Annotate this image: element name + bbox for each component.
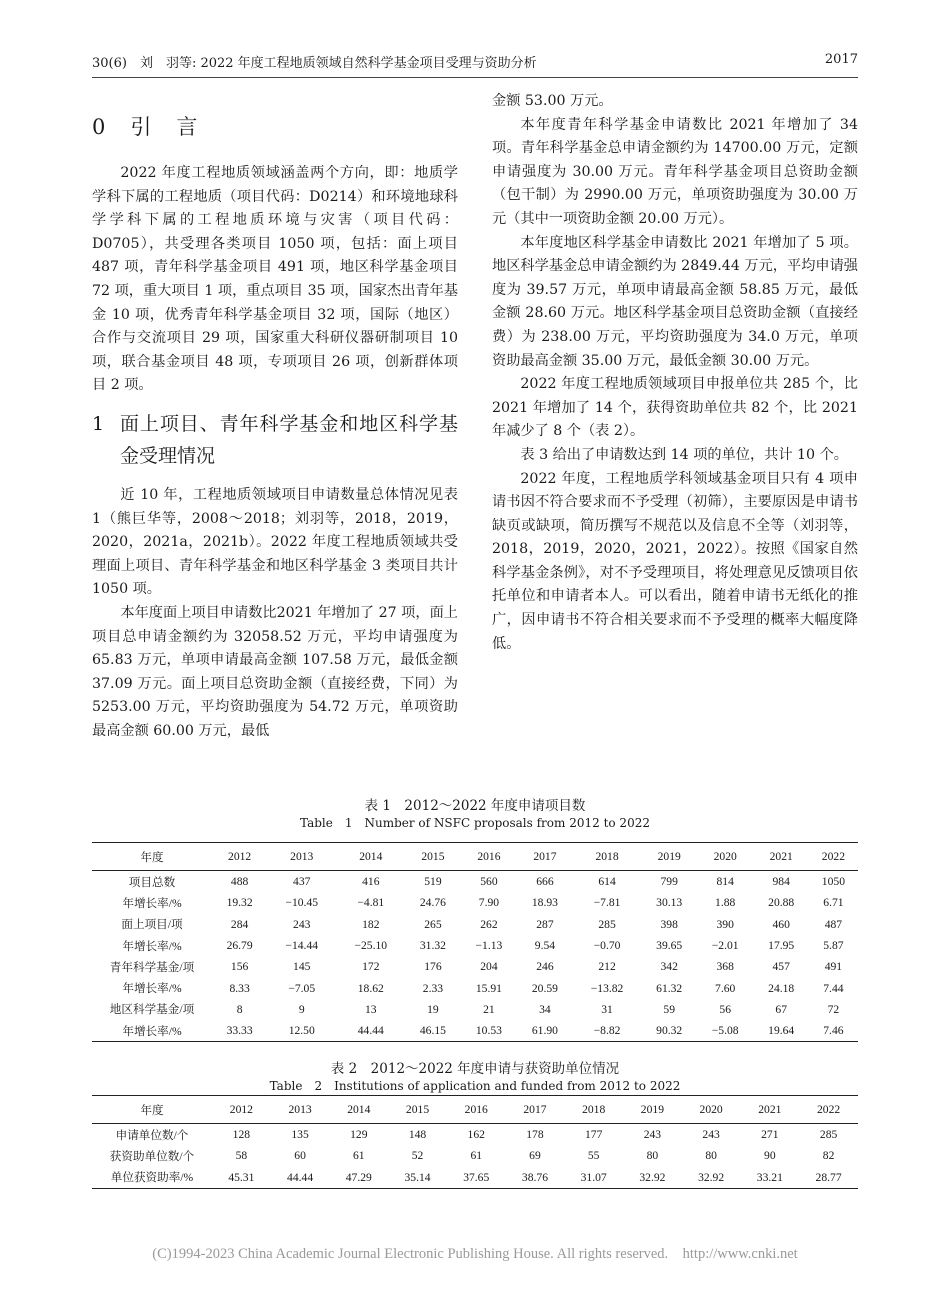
table-header-row — [92, 1096, 858, 1124]
table-row — [92, 1124, 858, 1146]
table-cell: 614 — [598, 875, 616, 889]
table-row — [92, 1020, 858, 1042]
table-header-year: 2015 — [405, 1103, 430, 1116]
table-cell: 212 — [598, 960, 616, 974]
left-column — [92, 112, 458, 743]
table-cell: 460 — [772, 917, 790, 931]
table-cell: 8 — [236, 1002, 243, 1016]
table-cell: 61 — [353, 1149, 365, 1163]
table-cell: −2.01 — [711, 939, 739, 953]
table-row — [92, 1145, 858, 1166]
table-cell: 437 — [293, 875, 311, 889]
table-header-year: 2012 — [228, 850, 252, 863]
table-row — [92, 914, 858, 935]
table-cell: 18.93 — [531, 896, 558, 910]
table-cell: 15.91 — [475, 981, 502, 995]
table-cell: 13 — [364, 1002, 377, 1016]
table-cell: 56 — [719, 1002, 731, 1016]
table-cell: 204 — [480, 960, 498, 974]
section-1-paragraph-2: 本年度面上项目申请数比2021 年增加了 27 项，面上项目总申请金额约为 32058.52 万元，平均申请强度为 65.83 万元，单项申请最高金额 107.58 万元，最低金额 37.09 万元。面上项目总资助金额（直接经费，下同）为 5253.00 万元，平均资助强度为 54.72 万元，单项资助最高金额 60.00 万元，最低 — [92, 604, 458, 739]
table-row-label: 面上项目/项 — [121, 918, 183, 932]
table-cell: 69 — [529, 1149, 541, 1163]
table-header-year: 2019 — [657, 850, 681, 863]
table-cell: 246 — [536, 960, 554, 974]
table-row-label: 申请单位数/个 — [115, 1128, 189, 1142]
table-cell: 560 — [480, 875, 498, 889]
table-cell: 265 — [424, 917, 442, 931]
table-cell: 1.88 — [715, 896, 736, 910]
table-cell: 243 — [643, 1128, 662, 1142]
table-cell: 28.77 — [815, 1170, 842, 1184]
table-cell: 666 — [536, 875, 554, 889]
table-cell: 128 — [232, 1128, 251, 1142]
table-cell: 59 — [663, 1002, 675, 1016]
table-row-label: 年增长率/% — [122, 896, 182, 910]
table-cell: 21 — [483, 1002, 495, 1016]
table-header-year: 2018 — [582, 1103, 606, 1116]
table-cell: 61.90 — [531, 1024, 558, 1038]
table-cell: 9 — [298, 1002, 305, 1016]
section-1-title: 面上项目、青年科学基金和地区科学基金受理情况 — [120, 412, 458, 467]
table-cell: 46.15 — [419, 1024, 446, 1038]
table-row — [92, 892, 858, 913]
table-cell: 32.92 — [639, 1170, 666, 1184]
table-cell: 34 — [539, 1002, 551, 1016]
table-cell: 148 — [408, 1128, 427, 1142]
table-header-label: 年度 — [140, 850, 164, 864]
table-cell: 243 — [702, 1128, 720, 1142]
table-cell: 80 — [705, 1149, 717, 1163]
running-header-title: 30(6) 刘 羽等: 2022 年度工程地质领域自然科学基金项目受理与资助分析 — [92, 56, 537, 71]
table-header-year: 2013 — [290, 850, 314, 863]
table-cell: 156 — [230, 960, 249, 974]
table-row-label: 项目总数 — [128, 875, 176, 889]
table-cell: 31.32 — [419, 939, 446, 953]
table-header-year: 2020 — [713, 850, 737, 863]
table-row — [92, 999, 858, 1020]
section-0-title: 0 引 言 — [92, 115, 200, 139]
right-paragraph-3: 2022 年度工程地质领域项目申报单位共 285 个，比 2021 年增加了 14 个，获得资助单位共 82 个，比 2021 年减少了 8 个（表 2）。 — [492, 376, 858, 440]
running-header — [92, 52, 858, 74]
table-cell: 5.87 — [823, 939, 844, 953]
table-header-year: 2022 — [821, 850, 845, 863]
table-row-label: 地区科学基金/项 — [109, 1003, 195, 1017]
table-header-label: 年度 — [140, 1103, 164, 1117]
table-cell: 8.33 — [229, 981, 250, 995]
table-cell: 44.44 — [287, 1170, 314, 1184]
table-row-label: 年增长率/% — [122, 982, 182, 996]
table-cell: 177 — [584, 1128, 603, 1142]
table-cell: 32.92 — [698, 1170, 725, 1184]
right-paragraph-0: 金额 53.00 万元。 — [492, 93, 613, 109]
table-cell: 20.59 — [531, 981, 558, 995]
table-cell: 284 — [230, 917, 249, 931]
table-row-label: 年增长率/% — [122, 1024, 182, 1038]
table-cell: 10.53 — [475, 1024, 502, 1038]
table-cell: 20.88 — [768, 896, 795, 910]
section-1-number: 1 — [92, 412, 105, 435]
table-cell: 45.31 — [228, 1170, 255, 1184]
table-row-label: 单位获资助率/% — [110, 1171, 194, 1185]
table-cell: 19 — [427, 1002, 439, 1016]
table-2-caption — [92, 1060, 858, 1094]
section-1-heading — [92, 408, 458, 472]
table-header-year: 2014 — [347, 1103, 371, 1116]
table-cell: −13.82 — [590, 981, 624, 995]
table-1-caption — [92, 797, 858, 831]
table-cell: 178 — [526, 1128, 544, 1142]
table-cell: −4.81 — [357, 896, 385, 910]
table-cell: 390 — [716, 917, 734, 931]
table-cell: 60 — [294, 1149, 306, 1163]
right-paragraph-1: 本年度青年科学基金申请数比 2021 年增加了 34 项。青年科学基金总申请金额约为 14700.00 万元，定额申请强度为 30.00 万元。青年科学基金项目总资助金额（包干制）为 2990.00 万元，单项资助强度为 30.00 万元（其中一项资助金额 20.00 万元）。 — [492, 116, 858, 227]
table-cell: 90 — [764, 1149, 776, 1163]
table-cell: 7.46 — [823, 1024, 844, 1038]
section-1-paragraph-1: 近 10 年，工程地质领域项目申请数量总体情况见表 1（熊巨华等，2008～2018；刘羽等，2018，2019，2020，2021a，2021b）。2022 年度工程地质领域共受理面上项目、青年科学基金和地区科学基金 3 类项目共计 1050 项。 — [92, 486, 458, 598]
table-cell: 52 — [411, 1149, 424, 1163]
section-0-paragraph: 2022 年度工程地质领域涵盖两个方向，即：地质学学科下属的工程地质（项目代码：D0214）和环境地球科学学科下属的工程地质环境与灾害（项目代码：D0705），共受理各类项目 1050 项，包括：面上项目 487 项，青年科学基金项目 491 项，地区科学基金项目 72 项，重大项目 1 项，重点项目 35 项，国家杰出青年基金 10 项，优秀青年科学基金项目 32 项，国际（地区）合作与交流项目 29 项，国家重大科研仪器研制项目 10 项，联合基金项目 48 项，专项项目 26 项，创新群体项目 2 项。 — [92, 165, 458, 394]
table-header-year: 2016 — [464, 1103, 488, 1116]
table-row — [92, 1167, 858, 1189]
table-cell: 31 — [601, 1002, 613, 1016]
table-cell: 135 — [291, 1128, 309, 1142]
table-cell: 35.14 — [404, 1170, 431, 1184]
table-1-caption-cn: 表 1 2012～2022 年度申请项目数 — [364, 798, 586, 814]
table-2 — [92, 1095, 858, 1189]
table-cell: 172 — [362, 960, 380, 974]
table-cell: 18.62 — [357, 981, 384, 995]
table-cell: 287 — [536, 917, 554, 931]
table-cell: −25.10 — [354, 939, 388, 953]
table-cell: 19.32 — [226, 896, 253, 910]
table-cell: 26.79 — [226, 939, 253, 953]
table-cell: 799 — [660, 875, 678, 889]
table-cell: 12.50 — [288, 1024, 315, 1038]
table-header-year: 2017 — [533, 850, 557, 863]
table-header-year: 2016 — [477, 850, 501, 863]
table-cell: 47.29 — [345, 1170, 372, 1184]
table-cell: 9.54 — [534, 939, 556, 953]
table-cell: −1.13 — [475, 939, 503, 953]
table-1-caption-en: Table 1 Number of NSFC proposals from 2012 to 2022 — [300, 816, 650, 830]
page-number: 2017 — [824, 52, 858, 67]
table-cell: 24.18 — [768, 981, 795, 995]
table-cell: 17.95 — [768, 939, 795, 953]
table-cell: 6.71 — [823, 896, 844, 910]
table-cell: −0.70 — [593, 939, 621, 953]
table-cell: 30.13 — [656, 896, 683, 910]
table-cell: 61 — [470, 1149, 483, 1163]
table-header-year: 2022 — [817, 1103, 841, 1116]
table-cell: 984 — [772, 875, 790, 889]
table-cell: 2.33 — [422, 981, 444, 995]
table-cell: 487 — [824, 917, 843, 931]
table-cell: 457 — [772, 960, 790, 974]
right-paragraph-2: 本年度地区科学基金申请数比 2021 年增加了 5 项。地区科学基金总申请金额约为 2849.44 万元，平均申请强度为 39.57 万元，单项申请最高金额 58.85 万元，最低金额 28.60 万元。地区科学基金项目总资助金额（直接经费）为 238.00 万元，平均资助强度为 34.0 万元，单项资助最高金额 35.00 万元，最低金额 30.00 万元。 — [492, 234, 858, 369]
table-cell: 55 — [587, 1149, 600, 1163]
table-header-year: 2019 — [640, 1103, 664, 1116]
table-cell: 80 — [646, 1149, 659, 1163]
table-cell: 31.07 — [580, 1170, 607, 1184]
table-row-label: 年增长率/% — [122, 939, 182, 953]
table-cell: 145 — [293, 960, 311, 974]
table-cell: 90.32 — [656, 1024, 683, 1038]
table-cell: 416 — [362, 875, 380, 889]
table-cell: 129 — [350, 1128, 368, 1142]
table-row — [92, 935, 858, 956]
table-cell: 162 — [467, 1128, 485, 1142]
table-cell: 342 — [660, 960, 678, 974]
table-cell: −7.05 — [288, 981, 316, 995]
table-cell: 1050 — [821, 875, 845, 889]
table-cell: 182 — [362, 917, 380, 931]
table-header-year: 2021 — [758, 1103, 782, 1116]
table-header-year: 2014 — [359, 850, 383, 863]
table-cell: 61.32 — [656, 981, 683, 995]
table-cell: 176 — [424, 960, 442, 974]
table-cell: 19.64 — [768, 1024, 795, 1038]
table-header-year: 2021 — [769, 850, 793, 863]
table-cell: 491 — [824, 960, 843, 974]
table-cell: 24.76 — [419, 896, 446, 910]
table-cell: 67 — [775, 1002, 787, 1016]
table-header-year: 2018 — [595, 850, 619, 863]
header-rule — [92, 77, 858, 78]
table-cell: 488 — [230, 875, 249, 889]
table-cell: −10.45 — [285, 896, 319, 910]
table-cell: 38.76 — [521, 1170, 548, 1184]
table-row — [92, 871, 858, 893]
table-1 — [92, 842, 858, 1042]
table-cell: 82 — [822, 1149, 835, 1163]
table-cell: 285 — [598, 917, 616, 931]
table-cell: 519 — [424, 875, 442, 889]
right-column — [492, 90, 858, 656]
table-cell: −14.44 — [285, 939, 319, 953]
table-2-caption-en: Table 2 Institutions of application and funded from 2012 to 2022 — [269, 1079, 681, 1093]
table-cell: 271 — [761, 1128, 779, 1142]
table-cell: −7.81 — [593, 896, 621, 910]
table-cell: 7.60 — [715, 981, 736, 995]
table-cell: 368 — [716, 960, 734, 974]
table-cell: 39.65 — [656, 939, 683, 953]
table-header-year: 2013 — [288, 1103, 312, 1116]
table-cell: 72 — [827, 1002, 840, 1016]
copyright-footer: (C)1994-2023 China Academic Journal Electronic Publishing House. All rights reserved. http://www.cnki.net — [152, 1246, 798, 1262]
table-header-year: 2015 — [421, 850, 445, 863]
table-2-caption-cn: 表 2 2012～2022 年度申请与获资助单位情况 — [330, 1061, 620, 1077]
table-cell: −8.82 — [593, 1024, 621, 1038]
table-header-year: 2020 — [699, 1103, 723, 1116]
table-row-label: 获资助单位数/个 — [109, 1149, 195, 1163]
right-paragraph-5: 2022 年度，工程地质学科领域基金项目只有 4 项申请书因不符合要求而不予受理（初筛），主要原因是申请书缺页或缺项，简历撰写不规范以及信息不全等（刘羽等，2018，2019，2020，2021，2022）。按照《国家自然科学基金条例》，对不予受理项目，将处理意见反馈项目依托单位和申请者本人。可以看出，随着申请书无纸化的推广，因申请书不符合相关要求而不予受理的概率大幅度降低。 — [492, 470, 858, 652]
table-cell: 33.21 — [756, 1170, 783, 1184]
table-cell: −5.08 — [711, 1024, 739, 1038]
table-cell: 7.90 — [478, 896, 500, 910]
table-cell: 243 — [293, 917, 311, 931]
table-cell: 44.44 — [357, 1024, 384, 1038]
table-header-year: 2017 — [523, 1103, 547, 1116]
table-header-year: 2012 — [229, 1103, 253, 1116]
table-cell: 33.33 — [226, 1024, 253, 1038]
table-header-row — [92, 843, 858, 871]
right-paragraph-4: 表 3 给出了申请数达到 14 项的单位，共计 10 个。 — [520, 446, 848, 463]
table-cell: 262 — [480, 917, 498, 931]
table-cell: 814 — [716, 875, 734, 889]
table-cell: 285 — [819, 1128, 838, 1142]
table-cell: 398 — [660, 917, 678, 931]
table-row-label: 青年科学基金/项 — [109, 960, 195, 974]
table-row — [92, 977, 858, 998]
table-row — [92, 956, 858, 977]
table-cell: 37.65 — [463, 1170, 490, 1184]
table-cell: 7.44 — [823, 981, 844, 995]
table-cell: 58 — [235, 1149, 248, 1163]
